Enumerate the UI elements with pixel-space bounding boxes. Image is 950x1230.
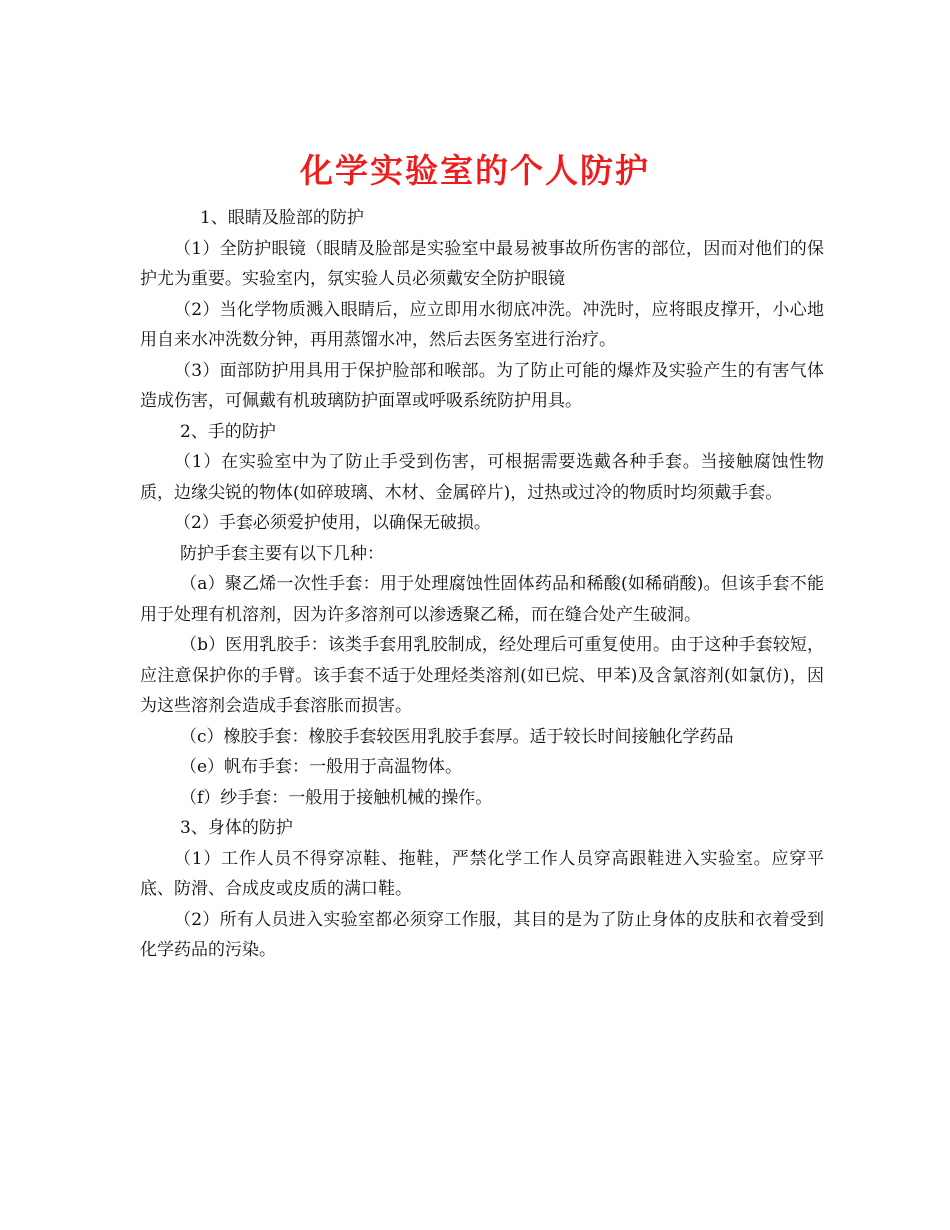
section-heading-hands: 2、手的防护: [180, 421, 276, 442]
paragraph-gloves-usage: （1）在实验室中为了防止手受到伤害，可根据需要选戴各种手套。当接触腐蚀性物质，边缘尖锐的物体(如碎玻璃、木材、金属碎片)，过热或过冷的物质时均须戴手套。: [140, 452, 824, 503]
list-item-glove-a: （a）聚乙烯一次性手套：用于处理腐蚀性固体药品和稀酸(如稀硝酸)。但该手套不能用于处理有机溶剂，因为许多溶剂可以渗透聚乙稀，而在缝合处产生破洞。: [140, 574, 824, 625]
paragraph-face-protection: （3）面部防护用具用于保护脸部和喉部。为了防止可能的爆炸及实验产生的有害气体造成伤害，可佩戴有机玻璃防护面罩或呼吸系统防护用具。: [140, 360, 824, 411]
section-heading-eyes-face: 1、眼睛及脸部的防护: [200, 208, 364, 228]
section-heading-body: 3、身体的防护: [180, 818, 293, 838]
document-body: [140, 203, 824, 966]
list-item-glove-e: （e）帆布手套：一般用于高温物体。: [180, 757, 463, 777]
document-title: 化学实验室的个人防护: [300, 151, 650, 191]
paragraph-gloves-care: （2）手套必须爱护使用，以确保无破损。: [174, 513, 491, 533]
paragraph-lab-coat: （2）所有人员进入实验室都必须穿工作服，其目的是为了防止身体的皮肤和衣着受到化学药品的污染。: [140, 909, 824, 960]
list-item-glove-f: （f）纱手套：一般用于接触机械的操作。: [180, 787, 493, 808]
paragraph-eye-wash: （2）当化学物质溅入眼睛后，应立即用水彻底冲洗。冲洗时，应将眼皮撑开，小心地用自来水冲洗数分钟，再用蒸馏水冲，然后去医务室进行治疗。: [140, 299, 824, 350]
list-item-glove-b: （b）医用乳胶手：该类手套用乳胶制成，经处理后可重复使用。由于这种手套较短，应注意保护你的手臂。该手套不适于处理烃类溶剂(如已烷、甲苯)及含氯溶剂(如氯仿)，因为这些溶剂会造成手套溶胀而损害。: [140, 635, 824, 716]
list-item-glove-c: （c）橡胶手套：橡胶手套较医用乳胶手套厚。适于较长时间接触化学药品: [180, 726, 734, 747]
paragraph-glove-types-intro: 防护手套主要有以下几种：: [180, 543, 384, 564]
paragraph-footwear: （1）工作人员不得穿凉鞋、拖鞋，严禁化学工作人员穿高跟鞋进入实验室。应穿平底、防滑、合成皮或皮质的满口鞋。: [140, 848, 824, 899]
paragraph-goggles: （1）全防护眼镜（眼睛及脸部是实验室中最易被事故所伤害的部位，因而对他们的保护尤为重要。实验室内，氛实验人员必须戴安全防护眼镜: [140, 238, 824, 289]
